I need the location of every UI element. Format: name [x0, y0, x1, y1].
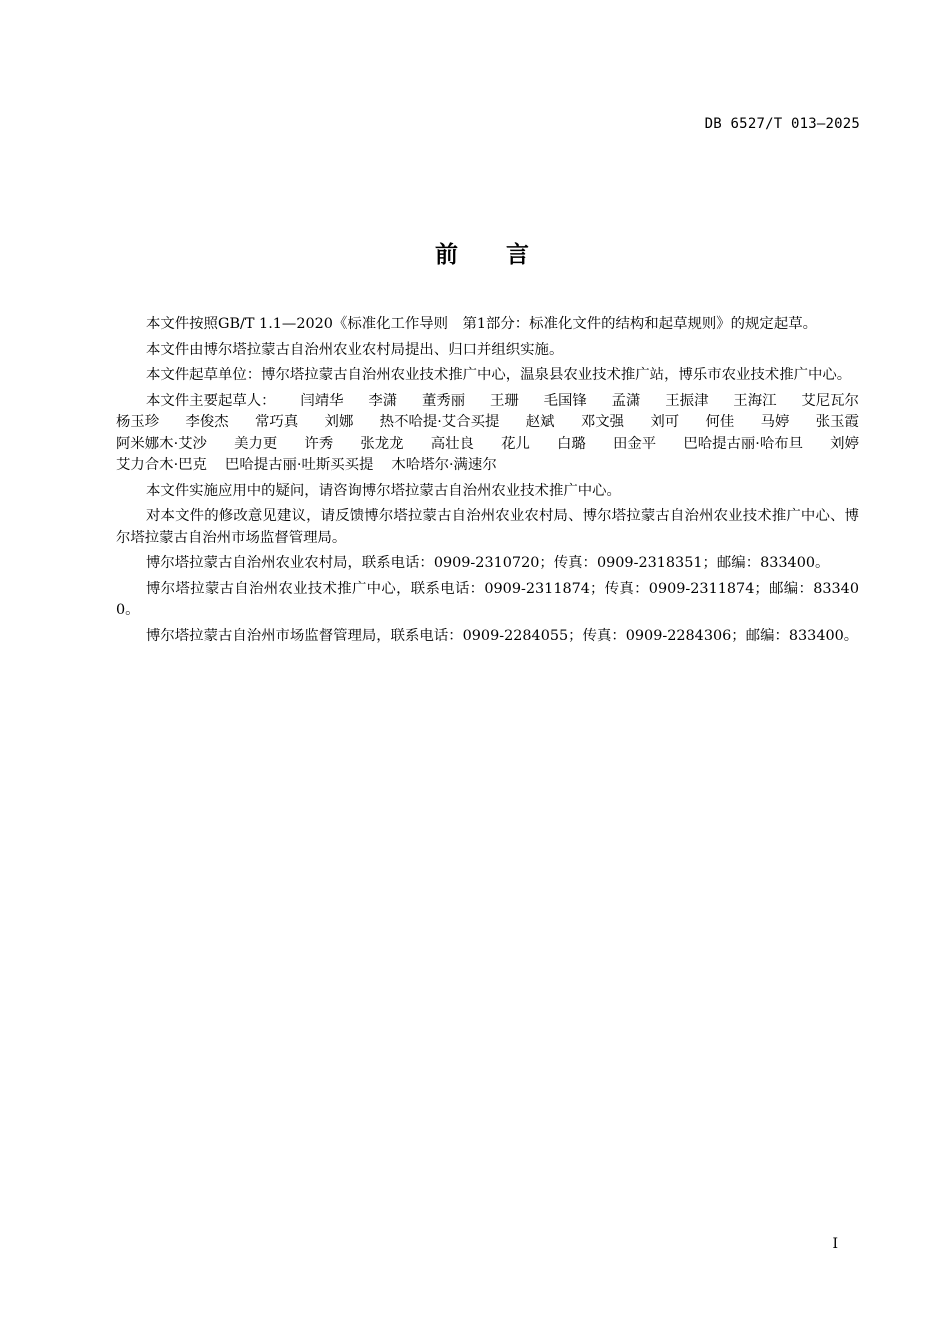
drafter-name: 田金平	[612, 435, 657, 452]
document-code: DB 6527/T 013—2025	[704, 116, 860, 132]
drafter-name: 王珊	[490, 392, 519, 409]
drafter-name: 马婷	[760, 414, 790, 430]
drafter-name: 何佳	[705, 414, 735, 430]
drafters-line-2	[116, 412, 859, 434]
drafter-name: 孟潇	[611, 392, 641, 409]
drafter-name: 高壮良	[430, 435, 474, 452]
drafter-name: 王振津	[665, 392, 709, 409]
paragraph-drafting-units: 本文件起草单位：博尔塔拉蒙古自治州农业技术推广中心，温泉县农业技术推广站，博乐市农业技术推广中心。	[146, 367, 852, 383]
drafter-name: 邓文强	[580, 414, 625, 430]
drafter-name: 董秀丽	[422, 392, 466, 409]
drafter-name: 赵斌	[525, 414, 555, 430]
drafters-line-1	[116, 391, 859, 413]
drafter-name: 杨玉珍	[116, 414, 160, 430]
drafter-name: 木哈塔尔·满速尔	[391, 457, 497, 473]
paragraph-inquiries: 本文件实施应用中的疑问，请咨询博尔塔拉蒙古自治州农业技术推广中心。	[146, 482, 621, 499]
drafter-name: 刘娜	[324, 414, 354, 430]
drafter-name: 美力更	[234, 435, 278, 452]
drafter-name: 王海江	[733, 392, 777, 409]
drafter-name: 张玉霞	[815, 414, 859, 430]
drafter-name: 艾力合木·巴克	[116, 457, 207, 473]
drafter-name: 张龙龙	[360, 435, 404, 452]
drafters-list	[116, 391, 859, 477]
page-number: I	[832, 1236, 838, 1252]
drafter-name: 巴哈提古丽·哈布旦	[683, 435, 804, 452]
paragraph-drafting-rules: 本文件按照GB/T 1.1—2020《标准化工作导则 第1部分：标准化文件的结构和起草规则》的规定起草。	[146, 316, 817, 332]
drafter-name: 李俊杰	[185, 414, 229, 430]
paragraph-feedback: 对本文件的修改意见建议，请反馈博尔塔拉蒙古自治州农业农村局、博尔塔拉蒙古自治州农业技术推广中心、博尔塔拉蒙古自治州市场监督管理局。	[116, 508, 859, 546]
drafter-name: 刘婷	[830, 435, 859, 452]
drafter-name: 白璐	[557, 435, 586, 452]
paragraph-contact-tech-center: 博尔塔拉蒙古自治州农业技术推广中心，联系电话：0909-2311874；传真：0909-2311874；邮编：833400。	[116, 580, 859, 618]
paragraph-contact-market-bureau: 博尔塔拉蒙古自治州市场监督管理局，联系电话：0909-2284055；传真：0909-2284306；邮编：833400。	[146, 627, 859, 644]
drafter-name: 许秀	[304, 435, 334, 452]
drafter-name: 刘可	[650, 414, 680, 430]
preface-body	[116, 314, 859, 651]
drafter-name: 李潇	[368, 392, 398, 409]
drafter-name: 阿米娜木·艾沙	[116, 435, 207, 452]
paragraph-proposer: 本文件由博尔塔拉蒙古自治州农业农村局提出、归口并组织实施。	[146, 341, 564, 358]
drafters-line-3	[116, 434, 859, 456]
drafters-line-4	[116, 455, 859, 477]
drafter-name: 毛国锋	[543, 392, 587, 409]
drafter-name: 艾尼瓦尔	[801, 392, 859, 409]
drafter-name: 巴哈提古丽·吐斯买买提	[224, 457, 374, 473]
drafters-lead-label: 本文件主要起草人：	[146, 392, 276, 409]
paragraph-contact-agri-bureau: 博尔塔拉蒙古自治州农业农村局，联系电话：0909-2310720；传真：0909-2318351；邮编：833400。	[146, 555, 830, 571]
drafter-name: 热不哈提·艾合买提	[379, 414, 500, 430]
drafter-name: 常巧真	[255, 414, 299, 430]
drafter-name: 花儿	[501, 435, 530, 452]
page-title: 前言	[435, 242, 577, 268]
drafter-name: 闫靖华	[300, 392, 344, 409]
